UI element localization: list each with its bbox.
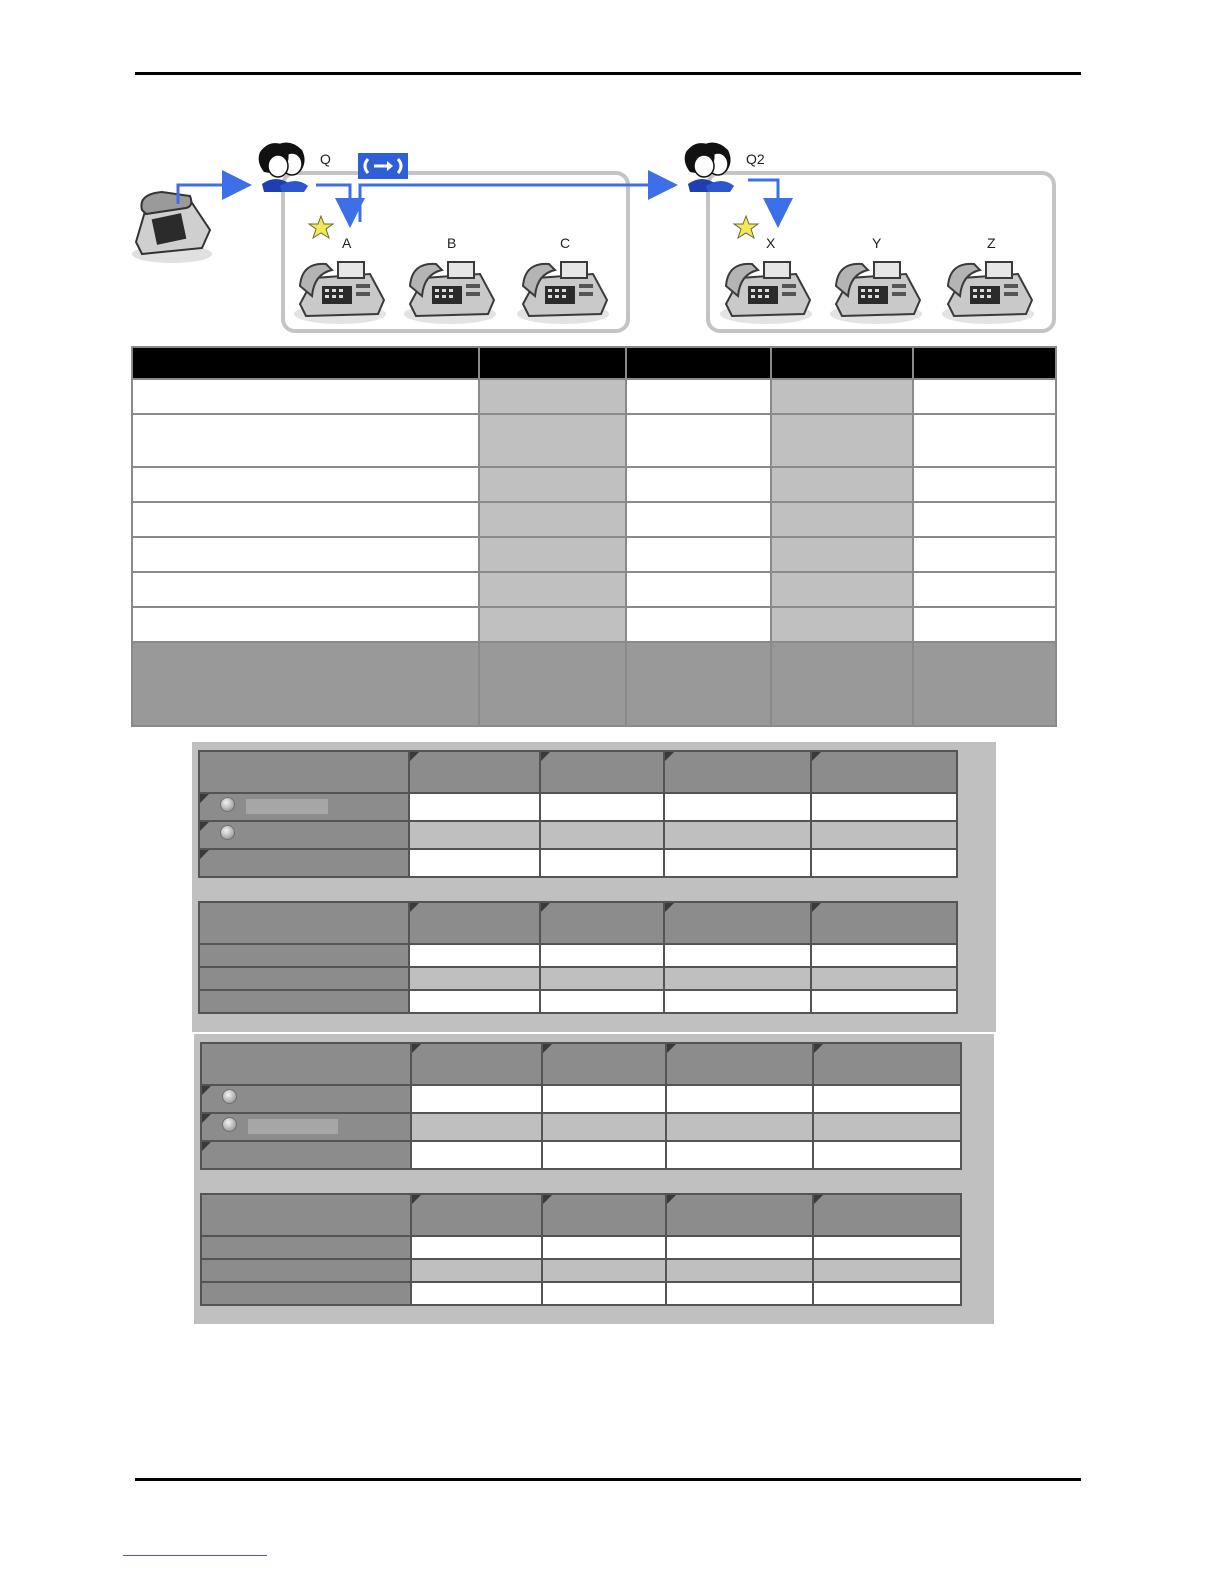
extension-label-b: B bbox=[447, 235, 457, 251]
table-row bbox=[132, 414, 1056, 467]
radio-button[interactable] bbox=[220, 797, 235, 812]
table-cell bbox=[813, 1113, 961, 1141]
table-cell bbox=[409, 967, 540, 990]
panel-2-status-table bbox=[200, 1042, 962, 1170]
column-header bbox=[199, 902, 409, 944]
table-cell bbox=[811, 990, 957, 1013]
star-icon bbox=[309, 216, 333, 238]
hunt-group-q-icon bbox=[259, 142, 308, 192]
table-cell bbox=[409, 849, 540, 877]
hunt-group-q2-icon bbox=[685, 142, 734, 192]
table-cell bbox=[626, 537, 771, 572]
table-cell bbox=[411, 1236, 542, 1259]
table-cell bbox=[666, 1113, 813, 1141]
table-row bbox=[132, 607, 1056, 642]
table-cell bbox=[913, 572, 1056, 607]
table-cell bbox=[479, 607, 626, 642]
table-cell bbox=[771, 414, 914, 467]
table-cell bbox=[479, 379, 626, 414]
radio-button[interactable] bbox=[222, 1117, 237, 1132]
table-cell bbox=[913, 537, 1056, 572]
name-field bbox=[246, 799, 328, 814]
row-label bbox=[199, 990, 409, 1013]
table-cell bbox=[479, 537, 626, 572]
row-label[interactable] bbox=[199, 793, 409, 821]
row-label bbox=[199, 944, 409, 967]
table-cell bbox=[664, 967, 811, 990]
table-row bbox=[132, 502, 1056, 537]
header-cell bbox=[132, 347, 479, 379]
queue-1-label: Q bbox=[320, 151, 331, 167]
table-cell bbox=[132, 414, 479, 467]
table-cell bbox=[540, 944, 664, 967]
panel-1-status-table bbox=[198, 750, 958, 878]
table-cell bbox=[813, 1282, 961, 1305]
table-cell bbox=[479, 467, 626, 502]
footer-link-underline[interactable] bbox=[123, 1555, 267, 1556]
table-cell bbox=[411, 1259, 542, 1282]
table-cell bbox=[542, 1236, 666, 1259]
column-header bbox=[201, 1194, 411, 1236]
table-cell bbox=[771, 642, 914, 726]
star-icon bbox=[734, 216, 758, 238]
table-cell bbox=[913, 379, 1056, 414]
table-cell bbox=[411, 1282, 542, 1305]
table-cell bbox=[811, 944, 957, 967]
column-header bbox=[201, 1043, 411, 1085]
table-cell bbox=[666, 1282, 813, 1305]
table-cell bbox=[664, 793, 811, 821]
column-header bbox=[813, 1043, 961, 1085]
table-cell bbox=[132, 467, 479, 502]
extension-label-z: Z bbox=[987, 235, 996, 251]
table-cell bbox=[409, 793, 540, 821]
table-cell bbox=[626, 414, 771, 467]
hunt-group-overflow-diagram bbox=[0, 0, 1224, 340]
row-label[interactable] bbox=[199, 821, 409, 849]
table-cell bbox=[479, 414, 626, 467]
table-cell bbox=[666, 1141, 813, 1169]
table-cell bbox=[666, 1085, 813, 1113]
table-cell bbox=[479, 642, 626, 726]
table-cell bbox=[542, 1113, 666, 1141]
column-header bbox=[664, 751, 811, 793]
table-cell bbox=[411, 1113, 542, 1141]
table-cell bbox=[771, 537, 914, 572]
table-header-row bbox=[132, 347, 1056, 379]
table-cell bbox=[132, 607, 479, 642]
table-cell bbox=[626, 572, 771, 607]
table-row bbox=[132, 467, 1056, 502]
table-cell bbox=[771, 502, 914, 537]
column-header bbox=[811, 751, 957, 793]
table-cell bbox=[132, 379, 479, 414]
table-cell bbox=[411, 1141, 542, 1169]
header-cell bbox=[771, 347, 914, 379]
table-row bbox=[132, 537, 1056, 572]
table-cell bbox=[664, 821, 811, 849]
table-cell bbox=[626, 607, 771, 642]
table-cell bbox=[771, 607, 914, 642]
table-cell bbox=[664, 944, 811, 967]
table-cell bbox=[540, 821, 664, 849]
row-label bbox=[201, 1236, 411, 1259]
column-header bbox=[540, 751, 664, 793]
desk-phone-icon bbox=[294, 262, 386, 324]
table-cell bbox=[813, 1236, 961, 1259]
extension-label-a: A bbox=[342, 235, 352, 251]
radio-button[interactable] bbox=[222, 1089, 237, 1104]
row-label bbox=[199, 849, 409, 877]
arrow-overflow-to-q2 bbox=[360, 185, 672, 222]
table-cell bbox=[771, 379, 914, 414]
desk-phone-icon bbox=[517, 262, 609, 324]
table-cell bbox=[626, 467, 771, 502]
table-cell bbox=[540, 793, 664, 821]
overflow-transfer-icon bbox=[358, 153, 408, 179]
table-row bbox=[132, 572, 1056, 607]
queue-2-label: Q2 bbox=[746, 151, 765, 167]
table-cell bbox=[626, 379, 771, 414]
desk-phone-icon bbox=[830, 262, 922, 324]
column-header bbox=[813, 1194, 961, 1236]
desk-phone-icon bbox=[942, 262, 1034, 324]
table-cell bbox=[409, 944, 540, 967]
schedule-table bbox=[131, 346, 1057, 727]
table-cell bbox=[771, 572, 914, 607]
table-cell bbox=[771, 467, 914, 502]
row-label bbox=[199, 967, 409, 990]
table-cell bbox=[813, 1259, 961, 1282]
table-cell bbox=[409, 821, 540, 849]
table-cell bbox=[132, 502, 479, 537]
header-cell bbox=[479, 347, 626, 379]
row-label bbox=[201, 1259, 411, 1282]
extension-label-y: Y bbox=[872, 235, 882, 251]
table-cell bbox=[913, 642, 1056, 726]
column-header bbox=[666, 1194, 813, 1236]
table-cell bbox=[664, 849, 811, 877]
arrow-q2-to-x bbox=[748, 180, 778, 222]
table-cell bbox=[913, 607, 1056, 642]
extension-label-x: X bbox=[766, 235, 776, 251]
panel-1-summary-table bbox=[198, 901, 958, 1014]
table-cell bbox=[811, 849, 957, 877]
table-cell bbox=[479, 572, 626, 607]
column-header bbox=[666, 1043, 813, 1085]
table-cell bbox=[664, 990, 811, 1013]
table-cell bbox=[811, 793, 957, 821]
column-header bbox=[411, 1043, 542, 1085]
table-cell bbox=[626, 502, 771, 537]
column-header bbox=[411, 1194, 542, 1236]
table-cell bbox=[409, 990, 540, 1013]
table-cell bbox=[626, 642, 771, 726]
column-header bbox=[409, 751, 540, 793]
header-cell bbox=[626, 347, 771, 379]
table-cell bbox=[542, 1282, 666, 1305]
table-cell bbox=[811, 821, 957, 849]
table-cell bbox=[913, 467, 1056, 502]
table-cell bbox=[913, 414, 1056, 467]
table-cell bbox=[540, 967, 664, 990]
radio-button[interactable] bbox=[220, 825, 235, 840]
table-cell bbox=[813, 1141, 961, 1169]
table-cell bbox=[479, 502, 626, 537]
table-cell bbox=[913, 502, 1056, 537]
column-header bbox=[664, 902, 811, 944]
footer-rule bbox=[135, 1478, 1081, 1481]
table-cell bbox=[542, 1259, 666, 1282]
panel-2-summary-table bbox=[200, 1193, 962, 1306]
row-label[interactable] bbox=[201, 1113, 411, 1141]
column-header bbox=[811, 902, 957, 944]
desk-phone-icon bbox=[404, 262, 496, 324]
row-label[interactable] bbox=[201, 1085, 411, 1113]
header-cell bbox=[913, 347, 1056, 379]
caller-telephone-icon bbox=[132, 192, 212, 263]
extension-label-c: C bbox=[560, 235, 571, 251]
name-field bbox=[248, 1119, 338, 1134]
table-cell bbox=[411, 1085, 542, 1113]
row-label bbox=[201, 1141, 411, 1169]
table-cell bbox=[132, 537, 479, 572]
column-header bbox=[542, 1194, 666, 1236]
table-row bbox=[132, 642, 1056, 726]
desk-phone-icon bbox=[720, 262, 812, 324]
table-cell bbox=[811, 967, 957, 990]
table-cell bbox=[540, 849, 664, 877]
table-cell bbox=[542, 1085, 666, 1113]
table-cell bbox=[132, 642, 479, 726]
table-cell bbox=[542, 1141, 666, 1169]
column-header bbox=[540, 902, 664, 944]
table-cell bbox=[540, 990, 664, 1013]
table-row bbox=[132, 379, 1056, 414]
column-header bbox=[409, 902, 540, 944]
column-header bbox=[542, 1043, 666, 1085]
column-header bbox=[199, 751, 409, 793]
row-label bbox=[201, 1282, 411, 1305]
table-cell bbox=[666, 1259, 813, 1282]
table-cell bbox=[813, 1085, 961, 1113]
table-cell bbox=[666, 1236, 813, 1259]
table-cell bbox=[132, 572, 479, 607]
